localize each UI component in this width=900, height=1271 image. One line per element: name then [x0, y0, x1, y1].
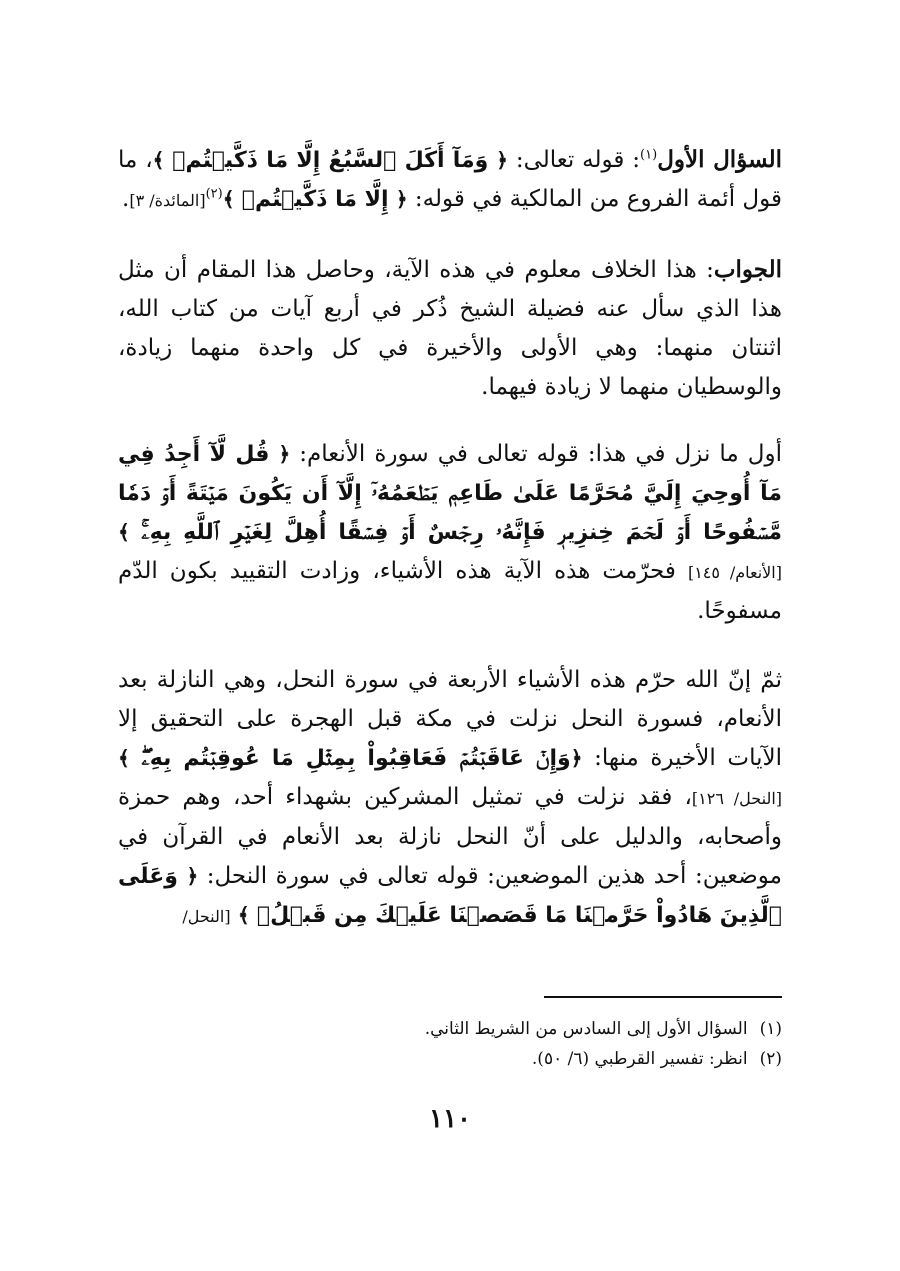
quran-close-brace: ﴾: [118, 746, 130, 770]
question-paragraph: [118, 140, 782, 220]
footnote-text: السؤال الأول إلى السادس من الشريط الثاني.: [424, 1019, 748, 1039]
quran-close-brace: ﴾: [118, 520, 130, 544]
quran-open-brace: ﴿: [186, 864, 199, 888]
footnote-item: [118, 1044, 782, 1074]
footnote-marker-2: (٢): [205, 186, 223, 202]
quran-open-brace: ﴿: [395, 187, 408, 211]
nahl-paragraph: [118, 661, 782, 936]
answer-paragraph: [118, 250, 782, 407]
footnote-divider: [544, 996, 782, 998]
anam-text-a: أول ما نزل في هذا: قوله تعالى في سورة الأنعام:: [290, 441, 782, 467]
page-number: ١١٠: [429, 1104, 471, 1134]
verse-reference: [النحل/ ١٢٦]: [691, 789, 783, 808]
footnote-text: انظر: تفسير القرطبي (٦/ ٥٠).: [531, 1049, 748, 1069]
answer-label: الجواب: [713, 256, 782, 283]
question-label: السؤال الأول: [657, 146, 782, 173]
footnotes: [118, 1014, 782, 1074]
sentence-end: .: [122, 186, 130, 212]
anam-paragraph: [118, 435, 782, 631]
question-text-b: ، ما قول أئمة الفروع من المالكية في قوله:: [118, 147, 782, 212]
page-body: [118, 140, 782, 958]
verse-reference: [النحل/: [182, 907, 231, 926]
verse-reference: [المائدة/ ٣]: [129, 191, 206, 210]
quran-close-brace: ﴾: [152, 148, 165, 172]
quran-open-brace: ﴿: [278, 442, 291, 466]
quran-verse: وَمَآ أَكَلَ ٱلسَّبُعُ إِلَّا مَا ذَكَّيۡتُمۡ: [172, 148, 489, 173]
quran-open-brace: ﴿: [570, 746, 583, 770]
footnote-number: (٢): [759, 1049, 782, 1069]
footnote-number: (١): [759, 1019, 782, 1039]
quran-open-brace: ﴿: [496, 148, 508, 172]
quran-verse: قُل لَّآ أَجِدُ فِي مَآ أُوحِيَ إِلَيَّ مُحَرَّمًا عَلَىٰ طَاعِمٖ يَطۡعَمُهُۥٓ إِلَّآ أَن يَكُونَ مَيۡتَةً أَوۡ دَمٗا مَّسۡفُوحًا أَوۡ لَحۡمَ خِنزِيرٖ فَإِنَّهُۥ رِجۡسٌ أَوۡ فِسۡقًا أُهِلَّ لِغَيۡرِ ٱللَّهِ بِهِۦۚ: [118, 442, 782, 545]
answer-text: : هذا الخلاف معلوم في هذه الآية، وحاصل هذا المقام أن مثل هذا الذي سأل عنه فضيلة الشيخ ذُكر في أربع آيات من كتاب الله، اثنتان منهما: وهي الأولى والأخيرة في كل واحدة منهما زيادة، والوسطيان منهما لا زيادة فيهما.: [118, 257, 782, 400]
question-text-a: : قوله تعالى:: [507, 147, 641, 173]
quran-verse: وَعَلَى ٱلَّذِينَ هَادُواْ حَرَّمۡنَا مَا قَصَصۡنَا عَلَيۡكَ مِن قَبۡلُۖ: [118, 864, 782, 928]
footnote-marker-1: (١): [640, 147, 658, 163]
nahl-text-a: ثمّ إنّ الله حرّم هذه الأشياء الأربعة في سورة النحل، وهي النازلة بعد الأنعام، فسورة النحل نزلت في مكة قبل الهجرة على التحقيق إلا الآيات الأخيرة منها:: [118, 667, 782, 771]
quran-verse: وَإِنۡ عَاقَبۡتُمۡ فَعَاقِبُواْ بِمِثۡلِ مَا عُوقِبۡتُم بِهِۦۖ: [141, 746, 571, 771]
quran-close-brace: ﴾: [237, 903, 250, 927]
verse-reference: [الأنعام/ ١٤٥]: [687, 563, 782, 582]
footnote-item: [118, 1014, 782, 1044]
quran-close-brace: ﴾: [222, 187, 235, 211]
anam-text-b: فحرّمت هذه الآية هذه الأشياء، وزادت التقييد بكون الدّم مسفوحًا.: [118, 558, 782, 624]
nahl-text-b: ، فقد نزلت في تمثيل المشركين بشهداء أحد، وهم حمزة وأصحابه، والدليل على أنّ النحل نازلة بعد الأنعام في القرآن في موضعين: أحد هذين الموضعين: قوله تعالى في سورة النحل:: [118, 784, 783, 889]
quran-verse: إِلَّا مَا ذَكَّيۡتُمۡ: [241, 187, 389, 212]
